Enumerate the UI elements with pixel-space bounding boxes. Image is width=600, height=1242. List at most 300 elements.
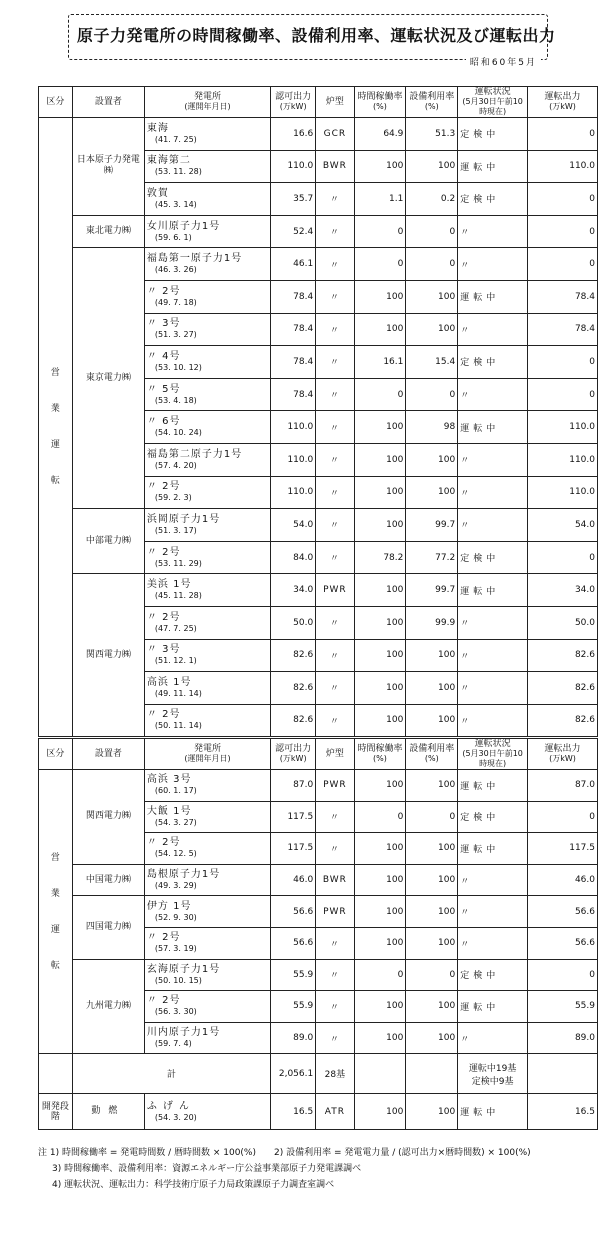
output-cell: 0 (528, 183, 598, 216)
header-kubun (39, 739, 73, 770)
reactor-cell: PWR (316, 896, 354, 928)
section-char: 営 (50, 368, 60, 379)
plant-name: 〃 3号 (146, 318, 181, 330)
header-plant-line1: 発電所 (194, 744, 222, 754)
dev-plant (144, 1094, 270, 1130)
dev-reactor: ATR (316, 1094, 354, 1130)
header-plant-line1: 発電所 (194, 92, 222, 102)
header-reactor-line1: 炉型 (325, 749, 344, 759)
time-rate-cell: 100 (354, 927, 406, 959)
capacity-cell: 56.6 (271, 896, 316, 928)
util-rate-cell: 100 (406, 280, 458, 313)
company-cell (72, 864, 144, 896)
output-cell: 56.6 (528, 927, 598, 959)
time-rate-cell: 100 (354, 672, 406, 705)
capacity-cell: 110.0 (271, 443, 316, 476)
plant-date: (59. 7. 4) (154, 1039, 192, 1049)
util-rate-cell: 100 (406, 443, 458, 476)
section-char: 運 (50, 440, 60, 451)
util-rate-cell: 98 (406, 411, 458, 444)
plant-date: (45. 11. 28) (154, 591, 202, 601)
table-row (39, 118, 598, 151)
plant-cell (144, 150, 270, 183)
plant-name: 浜岡原子力1号 (146, 513, 221, 525)
reactor-cell: BWR (316, 864, 354, 896)
plant-date: (57. 4. 20) (154, 460, 197, 470)
header-row (39, 87, 598, 118)
reactor-cell: PWR (316, 770, 354, 802)
output-cell: 0 (528, 346, 598, 379)
plant-name: 東海第二 (146, 155, 191, 167)
header-time-rate (354, 87, 406, 118)
header-time-rate (354, 739, 406, 770)
header-time-rate-line2: (%) (373, 754, 387, 763)
plant-date: (50. 11. 14) (154, 721, 202, 731)
util-rate-cell: 100 (406, 704, 458, 737)
output-cell: 87.0 (528, 770, 598, 802)
header-util-rate-line1: 設備利用率 (409, 92, 455, 102)
status-cell: 運転中 (458, 280, 528, 313)
total-reactor: 28基 (316, 1054, 354, 1094)
reactor-cell: 〃 (316, 672, 354, 705)
plant-name: 〃 2号 (146, 837, 181, 849)
header-util-rate (406, 739, 458, 770)
header-util-rate-line1: 設備利用率 (409, 744, 455, 754)
plant-name: 島根原子力1号 (146, 869, 221, 881)
plant-name: 〃 2号 (146, 611, 181, 623)
util-rate-cell: 15.4 (406, 346, 458, 379)
section-char: 運 (50, 924, 60, 935)
plant-cell (144, 541, 270, 574)
company-name: 関西電力㈱ (85, 649, 131, 660)
plant-date: (54. 3. 27) (154, 817, 197, 827)
capacity-cell: 56.6 (271, 927, 316, 959)
util-rate-cell: 77.2 (406, 541, 458, 574)
header-plant (144, 739, 270, 770)
plant-cell (144, 864, 270, 896)
reactor-cell: 〃 (316, 991, 354, 1023)
capacity-cell: 110.0 (271, 476, 316, 509)
util-rate-cell: 51.3 (406, 118, 458, 151)
util-rate-cell: 99.9 (406, 606, 458, 639)
util-rate-cell: 0 (406, 801, 458, 833)
reactor-cell: 〃 (316, 927, 354, 959)
header-company-line1: 設置者 (94, 97, 122, 107)
output-cell: 117.5 (528, 833, 598, 865)
plant-date: (49. 7. 18) (154, 297, 197, 307)
plant-date: (57. 3. 19) (154, 944, 197, 954)
plant-name: ふげん (146, 1100, 195, 1112)
company-cell (72, 509, 144, 574)
plant-name: 〃 2号 (146, 546, 181, 558)
status-cell: 定検中 (458, 959, 528, 991)
status-cell: 運転中 (458, 770, 528, 802)
status-cell: 〃 (458, 378, 528, 411)
capacity-cell: 82.6 (271, 639, 316, 672)
total-status (458, 1054, 528, 1094)
header-capacity-line2: (万kW) (279, 102, 307, 111)
capacity-cell: 84.0 (271, 541, 316, 574)
section-char: 業 (50, 404, 60, 415)
header-row (39, 739, 598, 770)
util-rate-cell: 99.7 (406, 509, 458, 542)
plant-date: (56. 3. 30) (154, 1007, 197, 1017)
note-4: 4) 運転状況、運転出力：科学技術庁原子力局政策課原子力調査室調べ (52, 1180, 335, 1190)
dev-status: 運転中 (458, 1094, 528, 1130)
util-rate-cell: 100 (406, 864, 458, 896)
status-cell: 〃 (458, 509, 528, 542)
section-char: 業 (50, 888, 60, 899)
header-status (458, 87, 528, 118)
plant-cell (144, 991, 270, 1023)
header-status-line1: 運転状況 (474, 87, 511, 97)
table-row (39, 509, 598, 542)
plant-name: 大飯 1号 (146, 805, 192, 817)
plant-name: 玄海原子力1号 (146, 963, 221, 975)
table-row (39, 896, 598, 928)
plant-cell (144, 443, 270, 476)
plant-name: 〃 6号 (146, 416, 181, 428)
output-cell: 110.0 (528, 476, 598, 509)
time-rate-cell: 100 (354, 476, 406, 509)
table-row (39, 248, 598, 281)
plant-name: 〃 2号 (146, 932, 181, 944)
output-cell: 110.0 (528, 411, 598, 444)
plant-cell (144, 118, 270, 151)
company-cell (72, 248, 144, 509)
plant-date: (41. 7. 25) (154, 134, 197, 144)
header-status-line2: (5月30日午前10時現在) (462, 97, 523, 116)
plant-date: (54. 12. 5) (154, 849, 197, 859)
output-cell: 78.4 (528, 280, 598, 313)
time-rate-cell: 100 (354, 150, 406, 183)
plant-name: 女川原子力1号 (146, 220, 221, 232)
capacity-cell: 117.5 (271, 801, 316, 833)
header-capacity-line1: 認可出力 (275, 744, 312, 754)
time-rate-cell: 100 (354, 1022, 406, 1054)
plant-name: 高浜 3号 (146, 774, 192, 786)
plant-date: (53. 4. 18) (154, 395, 197, 405)
plant-date: (46. 3. 26) (154, 265, 197, 275)
header-status-line2: (5月30日午前10時現在) (462, 749, 523, 768)
reactor-cell: 〃 (316, 183, 354, 216)
company-name: 東京電力㈱ (85, 372, 131, 383)
table-row (39, 864, 598, 896)
util-rate-cell: 100 (406, 833, 458, 865)
status-cell: 〃 (458, 443, 528, 476)
total-util-blank (406, 1054, 458, 1094)
plant-name: 美浜 1号 (146, 579, 192, 591)
note-3: 3) 時間稼働率、設備利用率：資源エネルギー庁公益事業部原子力発電課調べ (52, 1164, 362, 1174)
util-rate-cell: 99.7 (406, 574, 458, 607)
status-cell: 運転中 (458, 991, 528, 1023)
plant-cell (144, 248, 270, 281)
status-cell: 定検中 (458, 541, 528, 574)
capacity-cell: 78.4 (271, 346, 316, 379)
output-cell: 0 (528, 248, 598, 281)
company-name: 四国電力㈱ (85, 921, 131, 932)
plant-date: (60. 1. 17) (154, 786, 197, 796)
plant-cell (144, 574, 270, 607)
header-output-line2: (万kW) (549, 754, 576, 763)
plant-cell (144, 801, 270, 833)
header-time-rate-line2: (%) (373, 102, 387, 111)
status-cell: 運転中 (458, 150, 528, 183)
plant-cell (144, 378, 270, 411)
plant-date: (53. 11. 28) (154, 167, 202, 177)
util-rate-cell: 100 (406, 672, 458, 705)
output-cell: 0 (528, 801, 598, 833)
plant-cell (144, 672, 270, 705)
plant-date: (52. 9. 30) (154, 912, 197, 922)
header-plant-line2: (運開年月日) (184, 102, 231, 111)
plant-cell (144, 346, 270, 379)
reactor-cell: PWR (316, 574, 354, 607)
status-cell: 運転中 (458, 411, 528, 444)
reactor-cell: 〃 (316, 801, 354, 833)
plant-date: (45. 3. 14) (154, 199, 197, 209)
capacity-cell: 87.0 (271, 770, 316, 802)
notes (38, 1145, 598, 1193)
plant-cell (144, 313, 270, 346)
status-cell: 定検中 (458, 183, 528, 216)
total-blank (39, 1054, 73, 1094)
output-cell: 89.0 (528, 1022, 598, 1054)
capacity-cell: 78.4 (271, 313, 316, 346)
capacity-cell: 16.6 (271, 118, 316, 151)
output-cell: 54.0 (528, 509, 598, 542)
status-cell: 〃 (458, 1022, 528, 1054)
plant-cell (144, 959, 270, 991)
total-label: 計 (72, 1054, 270, 1094)
header-capacity (271, 739, 316, 770)
table-part-2 (38, 738, 598, 1130)
util-rate-cell: 100 (406, 770, 458, 802)
util-rate-cell: 100 (406, 927, 458, 959)
status-cell: 〃 (458, 248, 528, 281)
time-rate-cell: 1.1 (354, 183, 406, 216)
dev-output: 16.5 (528, 1094, 598, 1130)
header-reactor-line1: 炉型 (325, 97, 344, 107)
time-rate-cell: 100 (354, 864, 406, 896)
time-rate-cell: 100 (354, 770, 406, 802)
header-plant (144, 87, 270, 118)
time-rate-cell: 100 (354, 639, 406, 672)
output-cell: 50.0 (528, 606, 598, 639)
time-rate-cell: 64.9 (354, 118, 406, 151)
plant-date: (51. 3. 27) (154, 330, 197, 340)
reactor-cell: GCR (316, 118, 354, 151)
header-util-rate-line2: (%) (424, 754, 439, 763)
company-name: 中部電力㈱ (85, 535, 131, 546)
company-name: 九州電力㈱ (85, 1000, 131, 1011)
company-cell (72, 574, 144, 737)
util-rate-cell: 0 (406, 959, 458, 991)
capacity-cell: 46.1 (271, 248, 316, 281)
total-time-blank (354, 1054, 406, 1094)
plant-cell (144, 896, 270, 928)
dev-company: 動燃 (72, 1094, 144, 1130)
output-cell: 46.0 (528, 864, 598, 896)
header-output (528, 87, 598, 118)
plant-date: (53. 11. 29) (154, 558, 202, 568)
reactor-cell: 〃 (316, 1022, 354, 1054)
plant-cell (144, 927, 270, 959)
table-part-1 (38, 86, 598, 737)
plant-date: (53. 10. 12) (154, 362, 202, 372)
output-cell: 55.9 (528, 991, 598, 1023)
plant-name: 〃 2号 (146, 709, 181, 721)
section-label (39, 118, 73, 737)
status-cell: 定検中 (458, 118, 528, 151)
reactor-cell: 〃 (316, 248, 354, 281)
util-rate-cell: 100 (406, 896, 458, 928)
reactor-cell: 〃 (316, 215, 354, 248)
util-rate-cell: 100 (406, 991, 458, 1023)
reactor-cell: 〃 (316, 443, 354, 476)
company-name: 中国電力㈱ (85, 874, 131, 885)
reactor-cell: 〃 (316, 833, 354, 865)
output-cell: 110.0 (528, 150, 598, 183)
plant-cell (144, 476, 270, 509)
status-cell: 定検中 (458, 346, 528, 379)
reactor-cell: 〃 (316, 378, 354, 411)
reactor-cell: 〃 (316, 476, 354, 509)
capacity-cell: 89.0 (271, 1022, 316, 1054)
util-rate-cell: 100 (406, 639, 458, 672)
util-rate-cell: 100 (406, 313, 458, 346)
plant-name: 川内原子力1号 (146, 1027, 221, 1039)
status-cell: 定検中 (458, 801, 528, 833)
time-rate-cell: 0 (354, 378, 406, 411)
header-company (72, 739, 144, 770)
capacity-cell: 54.0 (271, 509, 316, 542)
capacity-cell: 34.0 (271, 574, 316, 607)
time-rate-cell: 100 (354, 574, 406, 607)
dev-time-rate: 100 (354, 1094, 406, 1130)
plant-date: (49. 11. 14) (154, 688, 202, 698)
company-name: 日本原子力発電㈱ (76, 155, 140, 177)
plant-date: (54. 3. 20) (154, 1112, 197, 1122)
total-capacity: 2,056.1 (271, 1054, 316, 1094)
reactor-cell: 〃 (316, 346, 354, 379)
time-rate-cell: 78.2 (354, 541, 406, 574)
header-kubun-line1: 区分 (46, 97, 65, 107)
output-cell: 82.6 (528, 639, 598, 672)
plant-name: 〃 2号 (146, 285, 181, 297)
plant-date: (59. 2. 3) (154, 493, 192, 503)
plant-cell (144, 606, 270, 639)
reactor-cell: 〃 (316, 280, 354, 313)
company-name: 関西電力㈱ (85, 811, 131, 822)
status-cell: 〃 (458, 927, 528, 959)
header-output-line2: (万kW) (549, 102, 576, 111)
plant-cell (144, 280, 270, 313)
header-status-line1: 運転状況 (474, 739, 511, 749)
output-cell: 0 (528, 959, 598, 991)
time-rate-cell: 0 (354, 248, 406, 281)
time-rate-cell: 0 (354, 215, 406, 248)
status-cell: 運転中 (458, 574, 528, 607)
status-cell: 〃 (458, 606, 528, 639)
section-label (39, 770, 73, 1054)
dev-capacity: 16.5 (271, 1094, 316, 1130)
status-cell: 運転中 (458, 833, 528, 865)
time-rate-cell: 100 (354, 280, 406, 313)
plant-date: (50. 10. 15) (154, 975, 202, 985)
company-cell (72, 215, 144, 248)
output-cell: 78.4 (528, 313, 598, 346)
output-cell: 0 (528, 541, 598, 574)
header-util-rate (406, 87, 458, 118)
time-rate-cell: 100 (354, 704, 406, 737)
plant-cell (144, 639, 270, 672)
util-rate-cell: 100 (406, 1022, 458, 1054)
company-cell (72, 896, 144, 959)
company-cell (72, 770, 144, 865)
plant-date: (47. 7. 25) (154, 623, 197, 633)
header-kubun (39, 87, 73, 118)
plant-cell (144, 1022, 270, 1054)
table-row (39, 959, 598, 991)
header-company (72, 87, 144, 118)
header-capacity-line2: (万kW) (279, 754, 307, 763)
capacity-cell: 52.4 (271, 215, 316, 248)
capacity-cell: 110.0 (271, 411, 316, 444)
header-status (458, 739, 528, 770)
time-rate-cell: 0 (354, 959, 406, 991)
header-output-line1: 運転出力 (544, 744, 581, 754)
note-1: 注 1) 時間稼働率 = 発電時間数 / 暦時間数 × 100(%) 2) 設備利用率 = 発電電力量 / (認可出力×暦時間数) × 100(%) (38, 1148, 531, 1158)
util-rate-cell: 0 (406, 215, 458, 248)
plant-cell (144, 509, 270, 542)
plant-name: 〃 2号 (146, 481, 181, 493)
header-time-rate-line1: 時間稼働率 (357, 92, 403, 102)
plant-cell (144, 215, 270, 248)
company-cell (72, 959, 144, 1054)
company-name: 東北電力㈱ (85, 226, 131, 237)
dev-util-rate: 100 (406, 1094, 458, 1130)
table-row (39, 215, 598, 248)
output-cell: 56.6 (528, 896, 598, 928)
page-title: 原子力発電所の時間稼働率、設備利用率、運転状況及び運転出力 (77, 26, 556, 45)
plant-date: (51. 12. 1) (154, 656, 197, 666)
plant-cell (144, 183, 270, 216)
header-kubun-line1: 区分 (46, 749, 65, 759)
time-rate-cell: 100 (354, 411, 406, 444)
reactor-cell: 〃 (316, 313, 354, 346)
dev-row (39, 1094, 598, 1130)
plant-name: 敦賀 (146, 187, 169, 199)
total-status-line1: 運転中19基 (468, 1063, 517, 1074)
company-cell (72, 118, 144, 216)
time-rate-cell: 100 (354, 509, 406, 542)
time-rate-cell: 100 (354, 606, 406, 639)
header-plant-line2: (運開年月日) (184, 754, 231, 763)
capacity-cell: 46.0 (271, 864, 316, 896)
plant-cell (144, 411, 270, 444)
header-capacity-line1: 認可出力 (275, 92, 312, 102)
plant-name: 高浜 1号 (146, 676, 192, 688)
capacity-cell: 82.6 (271, 704, 316, 737)
header-output (528, 739, 598, 770)
plant-date: (49. 3. 29) (154, 881, 197, 891)
output-cell: 34.0 (528, 574, 598, 607)
output-cell: 82.6 (528, 704, 598, 737)
plant-name: 〃 3号 (146, 644, 181, 656)
plant-name: 〃 2号 (146, 995, 181, 1007)
time-rate-cell: 16.1 (354, 346, 406, 379)
